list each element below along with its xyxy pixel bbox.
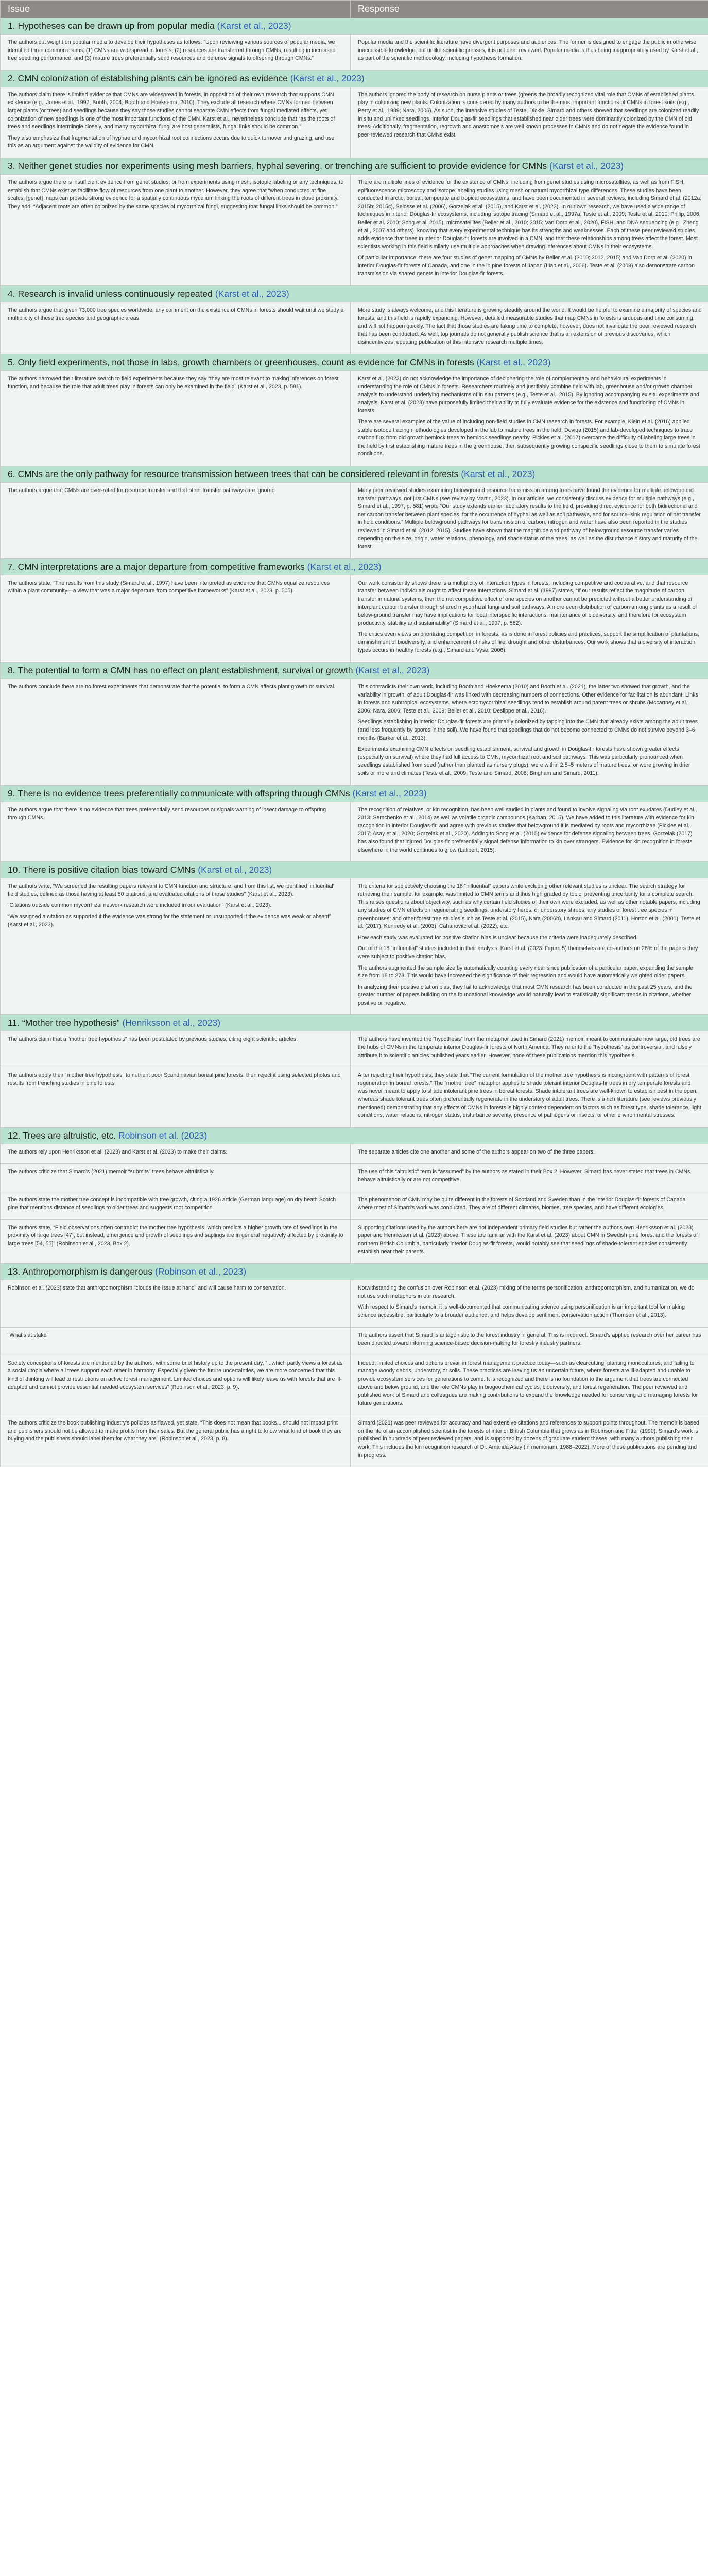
response-paragraph: The phenomenon of CMN may be quite different in the forests of Scotland and Sweden than in the interior Douglas-fir forests of Canada where most of Simard's work was conducted. They are of different climates, biomes, tree species, and have different ecologies. xyxy=(358,1196,686,1211)
issue-claim-cell xyxy=(1,679,351,786)
issue-citation-link[interactable]: (Karst et al., 2023) xyxy=(290,73,365,83)
issue-title: 11. “Mother tree hypothesis” xyxy=(8,1018,120,1028)
issue-content-row xyxy=(1,1355,708,1415)
issue-title: 7. CMN interpretations are a major departure from competitive frameworks xyxy=(8,561,305,572)
claim-paragraph: They also emphasize that fragmentation of hyphae and mycorrhizal root connections occurs due to quick turnover and grazing, and use this as an argument against the validity of evidence for CMN. xyxy=(8,134,335,149)
issue-claim-cell xyxy=(1,1192,351,1219)
response-cell xyxy=(351,1280,708,1327)
response-cell xyxy=(351,575,708,662)
issue-heading-row xyxy=(1,785,708,802)
response-cell xyxy=(351,1327,708,1355)
claim-paragraph: The authors rely upon Henriksson et al. (2023) and Karst et al. (2023) to make their claims. xyxy=(8,1148,228,1155)
issue-claim-cell xyxy=(1,482,351,558)
issue-claim-cell xyxy=(1,1327,351,1355)
issue-content-row xyxy=(1,802,708,862)
issue-content-row xyxy=(1,1219,708,1263)
response-paragraph: The authors assert that Simard is antagonistic to the forest industry in general. This is incorrect. Simard's applied research over her career has been directed toward informing science-based decision-making for forestry industry partners. xyxy=(358,1332,701,1347)
issue-content-row xyxy=(1,174,708,285)
response-paragraph: Supporting citations used by the authors here are not independent primary field studies but rather the author's own Henriksson et al. (2023) paper and Henriksson et al. (2023) above. These are familiar with the Karst et al. (2023) about CMN in Swedish pine forest and the forests of northern British Columbia, particularly interior Douglas-fir forests, would notably see that seedlings of shade-tolerant species consistently establish near their parents. xyxy=(358,1224,698,1255)
issue-title: 2. CMN colonization of establishing plants can be ignored as evidence xyxy=(8,73,288,83)
claim-paragraph: The authors state, “The results from this study (Simard et al., 1997) have been interpreted as evidence that CMNs equalize resources within a plant community—a view that was a major departure from competitive frameworks” (Karst et al., 2023, p. 505). xyxy=(8,580,330,595)
response-paragraph: Simard (2021) was peer reviewed for accuracy and had extensive citations and references to support points throughout. The memoir is based on the life of an accomplished scientist in the forests of interior British Columbia that grows as in Robinson and Fitter (1990). Simard's work is published in hundreds of peer reviewed papers, and is supported by dozens of graduate student theses, with many authors publishing their work. This includes the kin recognition research of Dr. Amanda Asay (in memoriam, 1988–2022). More of these publications are pending and in progress. xyxy=(358,1420,699,1459)
issue-claim-cell xyxy=(1,1280,351,1327)
response-paragraph: Indeed, limited choices and options prevail in forest management practice today—such as clearcutting, planting monocultures, and failing to manage woody debris, understory, or soils. These practices are leaving us an uncertain future, where forests are ill-adapted and unable to provide ecosystem services for generations to come. It is recognized and there is no foundation to the argument that trees are connected above and below ground, and the role CMNs play in biogeochemical cycles, biodiversity, and forest regeneration. The peer reviewed and published work of Simard and colleagues are making contributions to expand the knowledge needed for conserving and managing forests for future generations. xyxy=(358,1360,698,1406)
response-paragraph: After rejecting their hypothesis, they state that “The current formulation of the mother tree hypothesis is incongruent with patterns of forest regeneration in boreal forests.” The “mother tree” metaphor applies to shade tolerant interior Douglas-fir trees in dry temperate forests and was never meant to apply to shade intolerant pine trees in boreal forests. Shade intolerant trees are well-known to establish best in the open, whereas shade tolerant trees often preferentially regenerate in the understory of adult trees. There is a rich literature (see reviews previously mentioned) demonstrating that any effects of CMNs in forests is highly context dependent on factors such as forest type, shade tolerance, light conditions, water relations, nitrogen status, disturbance severity, presence of pathogens or insects, or other environmental stresses. xyxy=(358,1072,701,1119)
issue-claim-cell xyxy=(1,1164,351,1192)
response-paragraph: Of particular importance, there are four studies of genet mapping of CMNs by Beiler et al. (2010; 2012, 2015) and Van Dorp et al. (2020) in interior Douglas-fir forests of Canada, and one in the in pine forests of Japan (Lian et al., 2006). Teste et al. (2009) also demonstrate carbon transmission via shared genets in interior Douglas-fir forests. xyxy=(358,255,695,277)
issue-heading-row xyxy=(1,286,708,302)
response-cell xyxy=(351,482,708,558)
issue-heading xyxy=(1,466,708,482)
response-paragraph: The critics even views on prioritizing competition in forests, as is done in forest policies and practices, support the simplification of plantations, diminishment of biodiversity, and enhancement of risks of fire, drought and other disturbances. Our work shows that a diversity of interaction types occurs in healthy forests (e.g., Simard and Vyse, 2006). xyxy=(358,631,700,654)
issue-content-row xyxy=(1,482,708,558)
response-paragraph: Many peer reviewed studies examining belowground resource transmission among trees have found the evidence for multiple belowground transfer pathways, not just CMNs (see review by Martin, 2023). In our articles, we consistently discuss evidence for multiple pathways (e.g., Simard et al., 1997, p. 581) wrote “Our study extends earlier laboratory results to the field, providing direct evidence for both bidirectional and net carbon transfer between plant species, for the occurrence of hyphal as well as soil pathways, and for source–sink regulation of net transfer in field conditions.” Multiple belowground pathways for transmission of carbon, nitrogen and water have also been reported in the studies reviewed in Simard et al. (2012, 2015). Studies have shown that the magnitude and pathway of belowground resource transfer varies depending on the size, origin, water relations, phenology, and shade status of the trees, as well as the disturbance history and maturity of the forest. xyxy=(358,487,701,550)
issue-title: 12. Trees are altruistic, etc. xyxy=(8,1130,116,1141)
issue-citation-link[interactable]: (Karst et al., 2023) xyxy=(352,788,427,799)
issue-content-row xyxy=(1,679,708,786)
issue-heading xyxy=(1,158,708,174)
issue-heading xyxy=(1,785,708,802)
response-cell xyxy=(351,1031,708,1067)
issue-heading xyxy=(1,1015,708,1031)
issue-heading xyxy=(1,663,708,679)
table-header-row xyxy=(1,1,708,18)
issue-title: 10. There is positive citation bias toward CMNs xyxy=(8,865,196,875)
issue-heading xyxy=(1,286,708,302)
response-cell xyxy=(351,1192,708,1219)
response-cell xyxy=(351,1219,708,1263)
response-paragraph: The separate articles cite one another and some of the authors appear on two of the three papers. xyxy=(358,1148,595,1155)
claim-paragraph: “Citations outside common mycorrhizal network research were included in our evaluation” (Karst et al., 2023). xyxy=(8,902,272,909)
issue-citation-link[interactable]: (Karst et al., 2023) xyxy=(217,21,291,31)
issue-heading-row xyxy=(1,663,708,679)
response-paragraph: The recognition of relatives, or kin recognition, has been well studied in plants and found to involve signaling via root exudates (Dudley et al., 2013; Semchenko et al., 2014) as well as volatile organic compounds (Karban, 2015). We have added to this literature with evidence for kin recognition in interior Douglas-fir, and agree with previous studies that belowground it is mediated by roots and mycorrhizae (Pickles et al., 2017; Asay et al., 2020; Gorzelak et al., 2020). Adding to Song et al. (2015) evidence for defense signaling between trees, Gorzelak (2017) has also found that injured Douglas-fir preferentially signal defense information to kin over strangers. Evidence for kin recognition in forests elsewhere in the world continues to grow (Lalibert, 2015). xyxy=(358,806,697,853)
issue-title: 13. Anthropomorphism is dangerous xyxy=(8,1266,153,1277)
issue-citation-link[interactable]: Robinson et al. (2023) xyxy=(118,1130,208,1141)
response-paragraph: With respect to Simard's memoir, it is well-documented that communicating science using personification is an important tool for making science accessible, particularly to a broader audience, and helps develop sentiment conservation action (Thomsen et al., 2013). xyxy=(358,1304,685,1318)
issue-content-row xyxy=(1,1192,708,1219)
response-paragraph: The authors have invented the “hypothesis” from the metaphor used in Simard (2021) memoir, meant to communicate how large, old trees are the hubs of CMNs in the temperate interior Douglas-fir forests of North America. They refer to the “hypothesis” as controversial, and falsely attribute it to scientific articles published years earlier. However, none of these publications mention this hypothesis. xyxy=(358,1036,700,1059)
response-paragraph: How each study was evaluated for positive citation bias is unclear because the criteria were inadequately described. xyxy=(358,934,638,941)
issue-content-row xyxy=(1,878,708,1015)
response-cell xyxy=(351,679,708,786)
issue-claim-cell xyxy=(1,1067,351,1128)
issue-content-row xyxy=(1,1327,708,1355)
claim-paragraph: The authors apply their “mother tree hypothesis” to nutrient poor Scandinavian boreal pine forests, then reject it using selected photos and results from trenching studies in pine forests. xyxy=(8,1072,341,1087)
issue-claim-cell xyxy=(1,802,351,862)
response-paragraph: Notwithstanding the confusion over Robinson et al. (2023) mixing of the terms personification, anthropomorphism, and humanization, we do not use such metaphors in our research. xyxy=(358,1285,695,1299)
claim-paragraph: The authors state, “Field observations often contradict the mother tree hypothesis, which predicts a higher growth rate of seedlings in the proximity of large trees [47], but instead, emergence and growth of seedlings and saplings are in general negatively affected by proximity to large trees [54, 55]” (Robinson et al., 2023, Box 2). xyxy=(8,1224,343,1247)
response-cell xyxy=(351,802,708,862)
issue-content-row xyxy=(1,1067,708,1128)
issue-citation-link[interactable]: (Karst et al., 2023) xyxy=(549,160,624,171)
issue-heading xyxy=(1,18,708,35)
issue-heading-row xyxy=(1,466,708,482)
issue-content-row xyxy=(1,35,708,71)
claim-paragraph: The authors argue there is insufficient evidence from genet studies, or from experiments using mesh, isotopic labeling or any techniques, to establish that CMNs exist as facilitate flow of resources from one plant to another. However, they agree that “when conducted at fine scales, [genet] maps can provide strong evidence for a spatially continuous mycelium linking the roots of different trees in close proximity.” They add, “Adjacent roots are often colonized by the same species of mycorrhizal fungi, suggesting that fungal links should be common.” xyxy=(8,179,344,210)
issue-heading-row xyxy=(1,354,708,371)
issue-title: 1. Hypotheses can be drawn up from popular media xyxy=(8,21,215,31)
issue-title: 3. Neither genet studies nor experiments using mesh barriers, hyphal severing, or trenching are sufficient to provide evidence for CMNs xyxy=(8,160,547,171)
issue-title: 5. Only field experiments, not those in labs, growth chambers or greenhouses, count as evidence for CMNs in forests xyxy=(8,357,474,368)
issue-heading-row xyxy=(1,1127,708,1144)
response-cell xyxy=(351,87,708,158)
issue-claim-cell xyxy=(1,575,351,662)
response-paragraph: There are multiple lines of evidence for the existence of CMNs, including from genet studies using microsatellites, as well as from FISH, epifluorescence microscopy and isotope labeling studies using mesh or natural mycorrhizal type differences. These studies have been conducted in arctic, boreal, temperate and tropical ecosystems, and have been documented in several reviews, including Simard et al. (2012a; 2015b; 2015c), Selosse et al. (2006), Gorzelak et al. (2015), and Karst et al. (2023). In our own research, we have used a wide range of techniques in interior Douglas-fir ecosystems, including isotope tracing (Simard et al., 1997a; Teste et al., 2009; Teste et al. 2010; Philip, 2006; Beiler et al. 2010; Song et al. 2015), microsatellites (Beiler et al., 2010; 2015; Van Dorp et al., 2020), FISH, and DNA sequencing (e.g., Zheng et al., 2007 and others), knowing that every experimental technique has its strengths and weaknesses. Each of these peer reviewed studies adds evidence that trees in interior Douglas-fir forests are involved in a CMN, and that these relationships among trees affect the forest. Most scientists working in this field similarly use multiple approaches when drawing inferences about CMNs in their ecosystems. xyxy=(358,179,702,250)
issue-title: 4. Research is invalid unless continuously repeated xyxy=(8,289,213,299)
response-cell xyxy=(351,1067,708,1128)
issue-citation-link[interactable]: (Karst et al., 2023) xyxy=(476,357,551,368)
issue-title: 8. The potential to form a CMN has no effect on plant establishment, survival or growth xyxy=(8,665,353,676)
issue-claim-cell xyxy=(1,1031,351,1067)
issue-heading xyxy=(1,862,708,878)
issue-citation-link[interactable]: (Henriksson et al., 2023) xyxy=(122,1018,221,1028)
issue-heading xyxy=(1,70,708,87)
issue-claim-cell xyxy=(1,87,351,158)
response-cell xyxy=(351,174,708,285)
response-paragraph: More study is always welcome, and this literature is growing steadily around the world. It would be helpful to examine a majority of species and forests, and this field is rapidly expanding. However, detailed measurable studies that map CMNs in forests is arduous and time consuming, and will not happen quickly. The fact that those studies are taking time to complete, however, does not invalidate the peer reviewed research that has been conducted. As well, top journals do not generally publish science that is an extension of previous discoveries, which disincentivizes repeating publication of this intensive research multiple times. xyxy=(358,307,702,346)
response-cell xyxy=(351,302,708,354)
claim-paragraph: “What's at stake” xyxy=(8,1332,49,1338)
response-paragraph: Out of the 18 “influential” studies included in their analysis, Karst et al. (2023: Figure 5) themselves are co-authors on 28% of the papers they were subject to positive citation bias. xyxy=(358,945,698,960)
issue-heading xyxy=(1,354,708,371)
response-cell xyxy=(351,878,708,1015)
issue-heading xyxy=(1,1264,708,1280)
claim-paragraph: The authors write, “We screened the resulting papers relevant to CMN function and structure, and from this list, we identified ‘influential’ field studies, defined as those having at least 50 citations, and evaluated citations of those studies” (Karst et al., 2023). xyxy=(8,883,334,897)
issue-heading-row xyxy=(1,558,708,575)
issue-claim-cell xyxy=(1,1355,351,1415)
issue-citation-link[interactable]: (Karst et al., 2023) xyxy=(355,665,430,676)
response-paragraph: Karst et al. (2023) do not acknowledge the importance of deciphering the role of complementary and behavioural experiments in understanding the role of CMNs in forests. Researchers routinely and justifiably combine field with lab, greenhouse and/or growth chamber analysis to understand underlying mechanisms of in situ patterns (e.g., Teste et al., 2015). By ignoring accompanying ex situ experiments and analysis, Karst et al. (2023) have purposefully limited their ability to fully evaluate evidence for the existence and functioning of CMNs in forests. xyxy=(358,376,699,414)
response-paragraph: The authors augmented the sample size by automatically counting every near since publication of a particular paper, expanding the sample size from 18 to 273. This would have increased the significance of their regression and would have automatically weighted older papers. xyxy=(358,964,694,979)
issue-title: 9. There is no evidence trees preferentially communicate with offspring through CMNs xyxy=(8,788,350,799)
issue-citation-link[interactable]: (Karst et al., 2023) xyxy=(307,561,382,572)
issue-heading-row xyxy=(1,1264,708,1280)
response-cell xyxy=(351,35,708,71)
response-paragraph: Our work consistently shows there is a multiplicity of interaction types in forests, including competitive and cooperative, and that resource transfer between individuals ought to affect these interactions. Simard et al. (1997) states, “If our results reflect the magnitude of carbon transfer in natural systems, then the net competitive effect of one species on another cannot be predicted without a better understanding of interplant carbon transfer through shared mycorrhizal fungi and soil pathways. A more even distribution of carbon among plants as a result of below-ground transfer may have implications for local interspecific interactions, maintenance of biodiversity, and therefore for ecosystem productivity, stability and sustainability” (Simard et al., 1997, p. 582). xyxy=(358,580,697,626)
response-paragraph: There are several examples of the value of including non-field studies in CMN research in forests. For example, Klein et al. (2016) applied stable isotope tracing methodologies developed in the lab to mature trees in the field. Deviqa (2015) and lab-developed techniques to trace carbon flux from old growth hemlock trees to hemlock seedlings nearby. Pickles et al. (2017) overcame the difficulty of labeling large trees in the field by first establishing mature trees in the greenhouse, then subsequently growing conspecific seedlings close to them to simulate forest conditions. xyxy=(358,419,700,457)
issue-claim-cell xyxy=(1,1415,351,1467)
response-cell xyxy=(351,371,708,466)
issue-heading xyxy=(1,558,708,575)
claim-paragraph: “We assigned a citation as supported if the evidence was strong for the statement or unsupported if the evidence was weak or absent” (Karst et al., 2023). xyxy=(8,913,331,928)
issue-claim-cell xyxy=(1,174,351,285)
response-paragraph: The criteria for subjectively choosing the 18 “influential” papers while excluding other relevant studies is unclear. The search strategy for retrieving their sample, for example, was limited to CMN terms and thus high graded by topic, preventing uncertainty for a complete search. This raises questions about objectivity, such as why certain field studies of their own were excluded, as well as other notable papers, including any studies of CMN effects on regenerating seedlings, understory herbs, or understory shrubs; any studies of forest tree species in greenhouses; and other forest tree studies such as Teste et al. (2015), Nara (2006b), Lankau and Simard (2011), Horton et al. (2001), Teste et al. (2017), Kennedy et al. (2003), Cahanovitc et al. (2022), etc. xyxy=(358,883,700,930)
issue-claim-cell xyxy=(1,35,351,71)
response-paragraph: This contradicts their own work, including Booth and Hoeksema (2010) and Booth et al. (2021), the latter two showed that growth, and the variability in growth, of adult Douglas-fir was linked with decreasing numbers of connections. Other evidence for facilitation is abundant. Links in forests and subtropical ecosystems, where ectomycorrhizal seedlings tend to establish around parent trees or shrubs (Mccartney et al., 2006; Nara, 2006; Teste et al., 2009; Beiler et al., 2010; Deslippe et al., 2016). xyxy=(358,684,698,714)
claim-paragraph: The authors claim that a “mother tree hypothesis” has been postulated by previous studies, citing eight scientific articles. xyxy=(8,1036,298,1043)
response-paragraph: Seedlings establishing in interior Douglas-fir forests are primarily colonized by tapping into the CMN that already exists among the adult trees (and less frequently by spores in the soil). We have found that seedlings that do not become connected to CMNs do not survive beyond 3–6 months (Barker et al., 2013). xyxy=(358,719,698,741)
issue-heading-row xyxy=(1,18,708,35)
response-paragraph: Experiments examining CMN effects on seedling establishment, survival and growth in Douglas-fir forests have shown greater effects (especially on survival) where they had full access to CMN, mycorrhizal root and soil pathways. This was particularly pronounced when seedlings established from seed (rather than planted as nursery plugs), were within 2.5–5 meters of mature trees, or were growing in drier soils or more arid climates (Teste et al., 2009; Teste and Simard, 2008; Bingham and Simard, 2011). xyxy=(358,746,690,776)
response-column-header: Response xyxy=(351,1,708,18)
issue-citation-link[interactable]: (Karst et al., 2023) xyxy=(215,289,289,299)
response-cell xyxy=(351,1164,708,1192)
response-cell xyxy=(351,1144,708,1164)
issue-heading-row xyxy=(1,158,708,174)
table-body xyxy=(1,18,708,1467)
claim-paragraph: The authors criticize that Simard's (2021) memoir “submits” trees behave altruistically. xyxy=(8,1168,215,1175)
response-cell xyxy=(351,1415,708,1467)
issue-claim-cell xyxy=(1,1144,351,1164)
issue-content-row xyxy=(1,1280,708,1327)
issue-heading-row xyxy=(1,1015,708,1031)
issue-content-row xyxy=(1,1415,708,1467)
response-paragraph: Popular media and the scientific literature have divergent purposes and audiences. The former is designed to engage the public in otherwise inaccessible knowledge, but unlike scientific presses, it is not peer reviewed. Popular media is thus being inappropriately used by Karst et al., as part of the scientific methodology, including hypothesis formation. xyxy=(358,39,698,62)
issue-content-row xyxy=(1,1144,708,1164)
issue-claim-cell xyxy=(1,302,351,354)
issue-citation-link[interactable]: (Robinson et al., 2023) xyxy=(155,1266,247,1277)
issue-content-row xyxy=(1,575,708,662)
issue-column-header: Issue xyxy=(1,1,351,18)
claim-paragraph: The authors state the mother tree concept is incompatible with tree growth, citing a 1926 article (German language) on dry heath Scotch pine that mentions distance of seedlings to older trees and suggests root competition. xyxy=(8,1196,336,1211)
issue-content-row xyxy=(1,302,708,354)
response-cell xyxy=(351,1355,708,1415)
claim-paragraph: The authors argue that there is no evidence that trees preferentially send resources or signals warning of insect damage to offspring through CMNs. xyxy=(8,806,326,821)
issue-content-row xyxy=(1,87,708,158)
claim-paragraph: Robinson et al. (2023) state that anthropomorphism “clouds the issue at hand” and will cause harm to conservation. xyxy=(8,1285,286,1292)
claim-paragraph: Society conceptions of forests are mentioned by the authors, with some brief history up to the present day, “...which partly views a forest as a social utopia where all trees support each other in harmony. Especially given the future uncertainties, we are more concerned that this kind of thinking will lead to restrictions on active forest management. Limited choices and options will likely leave us with forests that are ill-adapted and cannot provide essential needed ecosystem services” (Robinson et al., 2023, p. 9). xyxy=(8,1360,343,1391)
claim-paragraph: The authors claim there is limited evidence that CMNs are widespread in forests, in opposition of their own research that supports CMN existence (e.g., Jones et al., 1997; Booth, 2004; Booth and Hoeksema, 2010). They exclude all research where CMNs formed between larger plants (or trees) and seedlings because they say those studies cannot separate CMN effects from fungal mediated effects, yet colonization of new seedlings is one of the most important functions of the CMN. Karst et al., nevertheless conclude that “as the roots of trees and seedlings intermingle closely, and many mycorrhizal fungi are host generalists, fungal links should be common.” xyxy=(8,91,335,130)
issue-claim-cell xyxy=(1,1219,351,1263)
issue-citation-link[interactable]: (Karst et al., 2023) xyxy=(198,865,272,875)
claim-paragraph: The authors conclude there are no forest experiments that demonstrate that the potential to form a CMN affects plant growth or survival. xyxy=(8,684,336,690)
response-paragraph: The authors ignored the body of research on nurse plants or trees (greens the broadly recognized vital role that CMNs of established plants play in colonizing new plants. Colonization is considered by many authors to be the most important functions of CMNs in forest soils (e.g., Perry et al., 1989; Nara, 2006). As such, the intensive studies of Teste, Dickie, Simard and others showed that seedlings are colonized readily in situ and unlinked seedlings. Interior Douglas-fir seedlings that established near older trees were dominantly colonized by the CMN of old trees. Additionally, fragmentation, regrowth and anastomosis are well known processes in CMNs and do not negate the evidence found in peer-reviewed research that CMNs exist. xyxy=(358,91,699,138)
issue-heading-row xyxy=(1,862,708,878)
issue-claim-cell xyxy=(1,371,351,466)
issue-claim-cell xyxy=(1,878,351,1015)
claim-paragraph: The authors argue that given 73,000 tree species worldwide, any comment on the existence of CMNs in forests should wait until we study a multiplicity of these tree species and geographic areas. xyxy=(8,307,344,321)
issue-content-row xyxy=(1,1164,708,1192)
claim-paragraph: The authors criticize the book publishing industry's policies as flawed, yet state, “This does not mean that books... should not impact print and publishers should not be allowed to make profits from their sales. But the general public has a right to know what kind of book they are buying and the publishers should label them for what they are” (Robinson et al., 2023, p. 8). xyxy=(8,1420,342,1443)
issue-heading xyxy=(1,1127,708,1144)
claim-paragraph: The authors narrowed their literature search to field experiments because they say “they are most relevant to making inferences on forest function, and because the role that adult trees play in forests can only be examined in the field” (Karst et al., 2023, p. 581). xyxy=(8,376,339,390)
claim-paragraph: The authors argue that CMNs are over-rated for resource transfer and that other transfer pathways are ignored xyxy=(8,487,275,494)
issue-content-row xyxy=(1,1031,708,1067)
issue-content-row xyxy=(1,371,708,466)
response-paragraph: In analyzing their positive citation bias, they fail to acknowledge that most CMN research has been conducted in the past 25 years, and the greater number of papers building on the foundational knowledge would naturally lead to statistically significant trends in citations, whether positive or negative. xyxy=(358,984,693,1006)
claim-paragraph: The authors put weight on popular media to develop their hypotheses as follows: “Upon reviewing various sources of popular media, we identified three common claims: (1) CMNs are widespread in forests; (2) resources are transferred through CMNs, resulting in increased tree seedling performance; and (3) mature trees preferentially send resources and defense signals to offspring through CMNs.” xyxy=(8,39,336,62)
issue-heading-row xyxy=(1,70,708,87)
issue-title: 6. CMNs are the only pathway for resource transmission between trees that can be considered relevant in forests xyxy=(8,468,459,479)
issue-citation-link[interactable]: (Karst et al., 2023) xyxy=(461,468,536,479)
response-paragraph: The use of this “altruistic” term is “assumed” by the authors as stated in their Box 2. However, Simard has never stated that trees in CMNs behave altruistically or are not competitive. xyxy=(358,1168,690,1183)
